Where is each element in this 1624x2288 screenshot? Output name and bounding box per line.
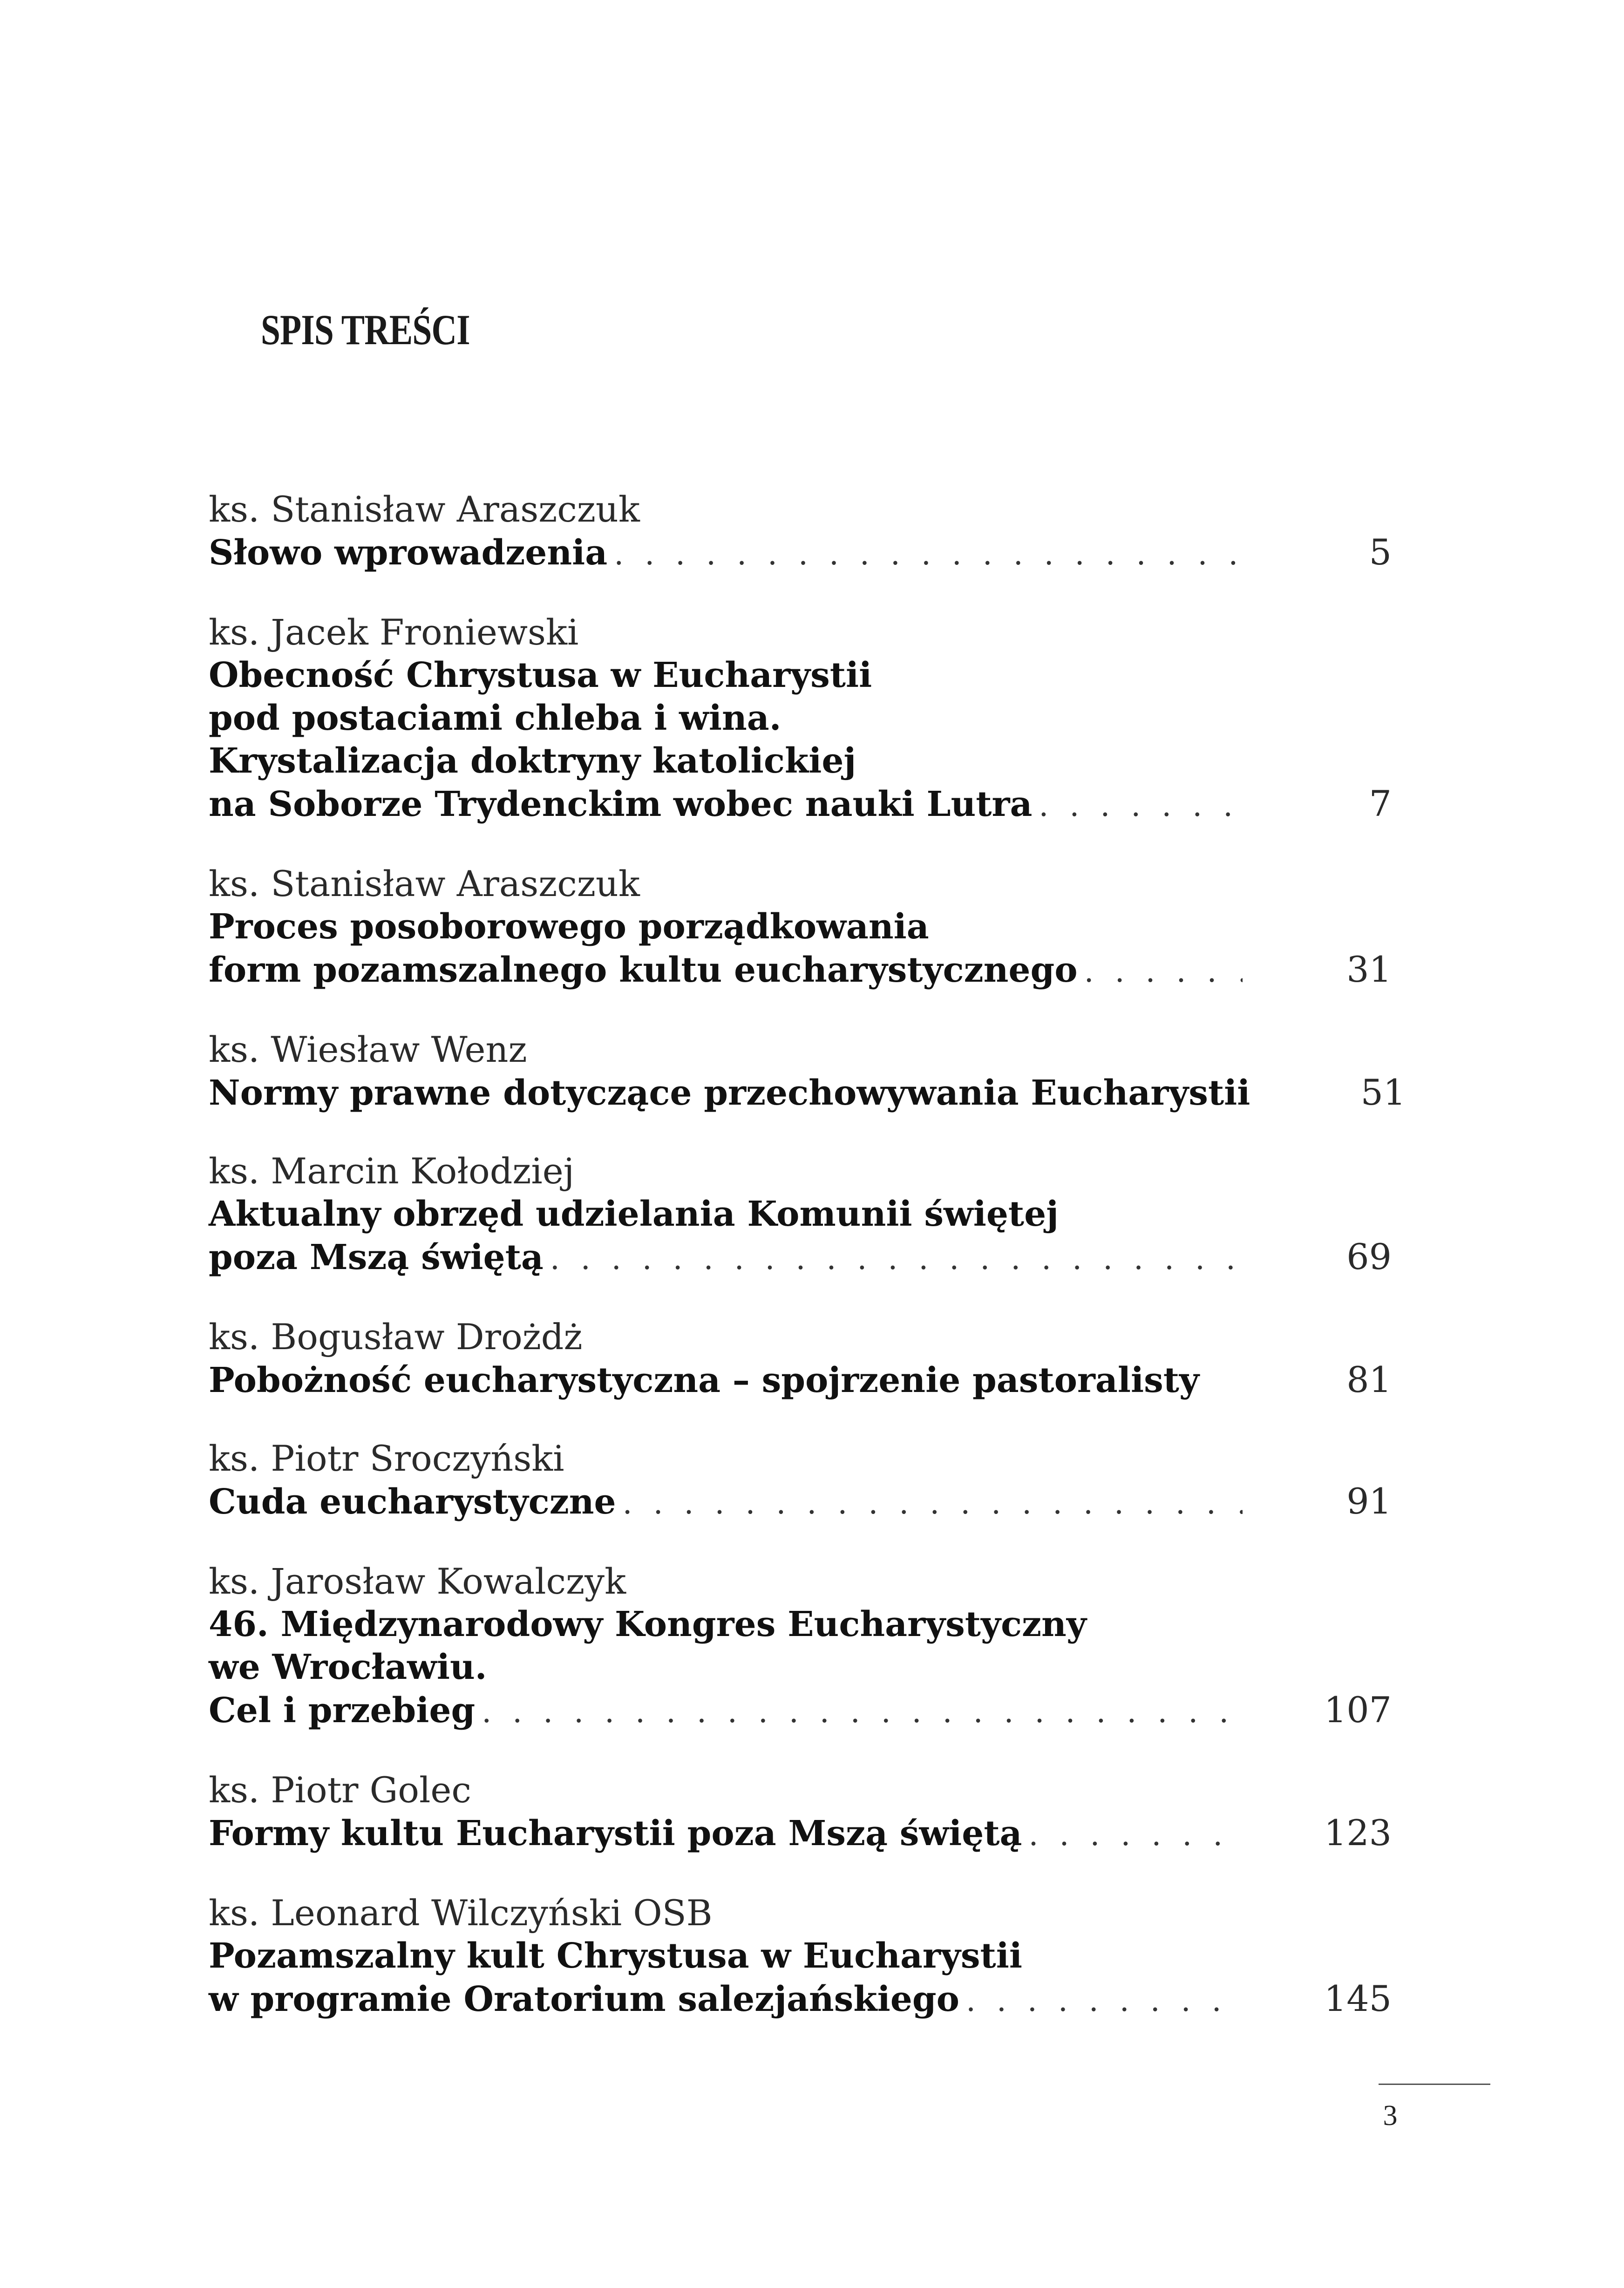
toc-entry xyxy=(209,1316,1392,1402)
toc-entry xyxy=(209,1560,1392,1733)
toc-title-last-line xyxy=(209,1480,1392,1525)
page-title: SPIS TREŚCI xyxy=(261,306,470,353)
toc-title-last-line xyxy=(209,1689,1392,1733)
dot-leader xyxy=(550,1237,1243,1280)
toc-entry xyxy=(209,1437,1392,1525)
toc-entry xyxy=(209,488,1392,576)
table-of-contents xyxy=(209,488,1406,2057)
toc-page-number: 107 xyxy=(1324,1689,1392,1731)
toc-entry xyxy=(209,862,1392,993)
toc-title-line: Cel i przebieg xyxy=(209,1691,476,1731)
toc-author: ks. Leonard Wilczyński OSB xyxy=(209,1892,713,1934)
toc-title-line: pod postaciami chleba i wina. xyxy=(209,698,781,738)
toc-page-number: 5 xyxy=(1369,531,1392,573)
toc-page-number: 81 xyxy=(1346,1359,1392,1400)
toc-title-line: Krystalizacja doktryny katolickiej xyxy=(209,741,856,781)
toc-author: ks. Piotr Golec xyxy=(209,1769,471,1811)
toc-title-line: we Wrocławiu. xyxy=(209,1647,487,1687)
toc-author: ks. Bogusław Drożdż xyxy=(209,1316,583,1358)
toc-entry xyxy=(209,611,1392,827)
toc-title-line: Pozamszalny kult Chrystusa w Eucharystii xyxy=(209,1936,1022,1976)
toc-title-last-line xyxy=(209,1071,1406,1114)
toc-title-last-line xyxy=(209,531,1392,576)
toc-page-number: 91 xyxy=(1346,1480,1392,1522)
dot-leader xyxy=(1084,950,1243,993)
toc-author: ks. Wiesław Wenz xyxy=(209,1029,527,1070)
toc-author: ks. Jacek Froniewski xyxy=(209,611,579,653)
toc-title-line: Pobożność eucharystyczna – spojrzenie pastoralisty xyxy=(209,1360,1199,1400)
footer-rule xyxy=(1379,2084,1490,2085)
toc-title-last-line xyxy=(209,948,1392,993)
toc-title-line: Normy prawne dotyczące przechowywania Eucharystii xyxy=(209,1073,1250,1113)
toc-author: ks. Stanisław Araszczuk xyxy=(209,489,640,530)
toc-page-number: 69 xyxy=(1346,1236,1392,1277)
toc-page-number: 123 xyxy=(1324,1812,1392,1853)
toc-title-line: na Soborze Trydenckim wobec nauki Lutra xyxy=(209,784,1033,824)
toc-title-line: Słowo wprowadzenia xyxy=(209,533,608,573)
toc-author: ks. Piotr Sroczyński xyxy=(209,1438,564,1479)
toc-title-line: w programie Oratorium salezjańskiego xyxy=(209,1979,959,2019)
dot-leader xyxy=(623,1482,1243,1525)
toc-entry xyxy=(209,1769,1392,1856)
toc-entry xyxy=(209,1892,1392,2022)
toc-title-line: 46. Międzynarodowy Kongres Eucharystyczny xyxy=(209,1604,1087,1644)
toc-author: ks. Jarosław Kowalczyk xyxy=(209,1561,626,1602)
page-number: 3 xyxy=(1383,2100,1398,2132)
toc-page-number: 145 xyxy=(1324,1978,1392,2019)
toc-title-line: Proces posoborowego porządkowania xyxy=(209,907,929,947)
dot-leader xyxy=(966,1979,1243,2022)
toc-page-number: 7 xyxy=(1369,783,1392,824)
toc-title-last-line xyxy=(209,1236,1392,1280)
dot-leader xyxy=(614,533,1243,576)
toc-title-line: Formy kultu Eucharystii poza Mszą świętą xyxy=(209,1813,1022,1853)
toc-author: ks. Stanisław Araszczuk xyxy=(209,863,640,904)
toc-title-last-line xyxy=(209,1977,1392,2022)
toc-entry xyxy=(209,1028,1406,1114)
dot-leader xyxy=(1028,1813,1243,1856)
dot-leader xyxy=(1039,784,1243,827)
dot-leader xyxy=(482,1691,1243,1733)
toc-title-line: form pozamszalnego kultu eucharystycznego xyxy=(209,950,1078,990)
toc-title-line: Aktualny obrzęd udzielania Komunii świętej xyxy=(209,1194,1059,1234)
toc-title-line: Obecność Chrystusa w Eucharystii xyxy=(209,655,872,695)
toc-author: ks. Marcin Kołodziej xyxy=(209,1150,575,1192)
toc-title-last-line xyxy=(209,782,1392,827)
toc-title-line: poza Mszą świętą xyxy=(209,1237,544,1277)
toc-page-number: 51 xyxy=(1360,1072,1406,1113)
toc-title-last-line xyxy=(209,1812,1392,1856)
toc-entry xyxy=(209,1150,1392,1280)
toc-title-last-line xyxy=(209,1358,1392,1402)
toc-title-line: Cuda eucharystyczne xyxy=(209,1482,616,1522)
toc-page-number: 31 xyxy=(1346,949,1392,990)
